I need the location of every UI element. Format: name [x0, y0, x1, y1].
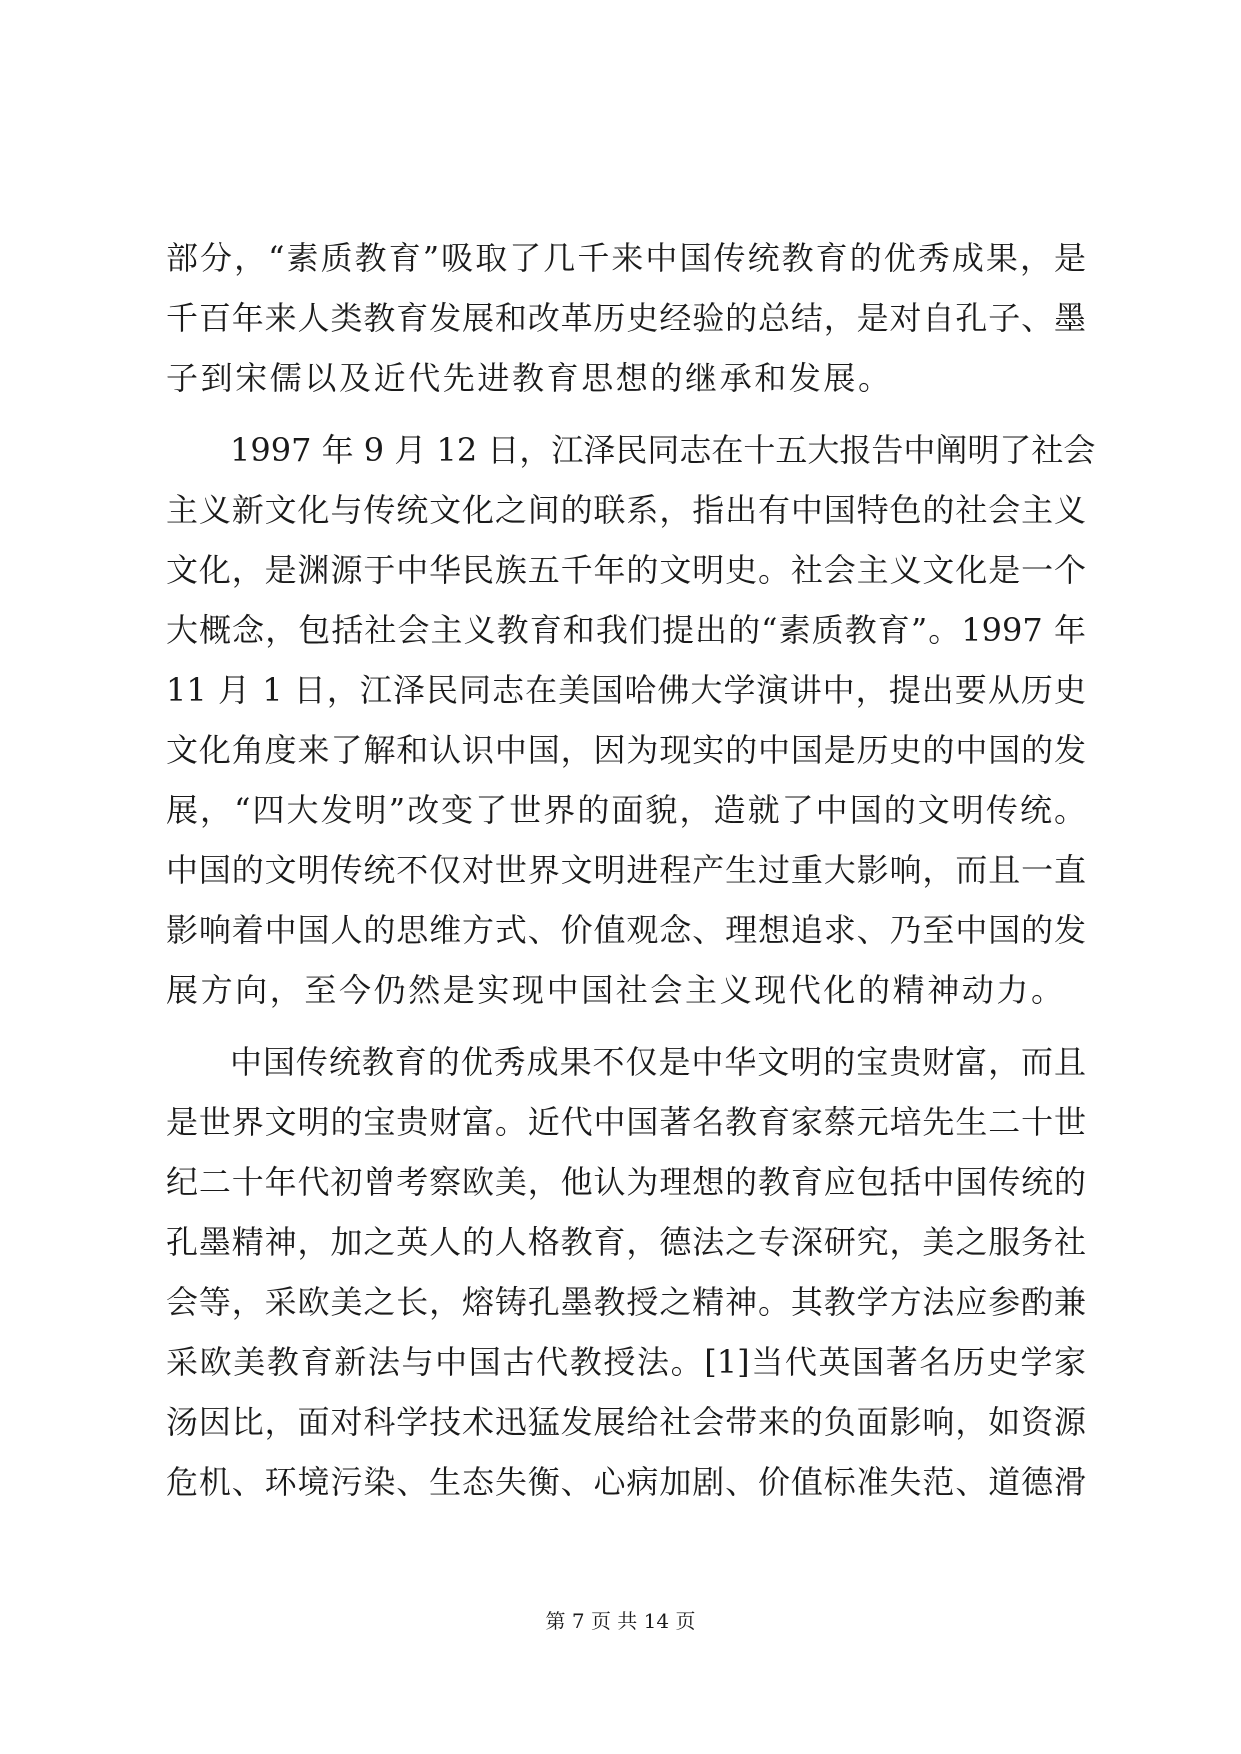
- text-line: 纪二十年代初曾考察欧美，他认为理想的教育应包括中国传统的: [166, 1163, 1086, 1201]
- text-line: 危机、环境污染、生态失衡、心病加剧、价值标准失范、道德滑: [166, 1463, 1086, 1501]
- text-line: 展，“四大发明”改变了世界的面貌，造就了中国的文明传统。: [166, 791, 1086, 829]
- text-line: 子到宋儒以及近代先进教育思想的继承和发展。: [166, 359, 893, 397]
- paragraph: [166, 1032, 1086, 1512]
- text-line: 展方向，至今仍然是实现中国社会主义现代化的精神动力。: [166, 971, 1066, 1009]
- text-line: 中国传统教育的优秀成果不仅是中华文明的宝贵财富，而且: [230, 1043, 1086, 1081]
- text-line: 1997 年 9 月 12 日，江泽民同志在十五大报告中阐明了社会: [230, 431, 1096, 469]
- text-line: 中国的文明传统不仅对世界文明进程产生过重大影响，而且一直: [166, 851, 1086, 889]
- paragraph: [166, 420, 1096, 1020]
- text-line: 主义新文化与传统文化之间的联系，指出有中国特色的社会主义: [166, 491, 1086, 529]
- text-line: 文化角度来了解和认识中国，因为现实的中国是历史的中国的发: [166, 731, 1086, 769]
- page-number-footer: 第 7 页 共 14 页: [545, 1609, 696, 1633]
- text-line: 文化，是渊源于中华民族五千年的文明史。社会主义文化是一个: [166, 551, 1086, 589]
- text-line: 11 月 1 日，江泽民同志在美国哈佛大学演讲中，提出要从历史: [166, 671, 1086, 709]
- text-line: 会等，采欧美之长，熔铸孔墨教授之精神。其教学方法应参酌兼: [166, 1283, 1086, 1321]
- text-line: 采欧美教育新法与中国古代教授法。[1]当代英国著名历史学家: [166, 1343, 1086, 1381]
- text-line: 大概念，包括社会主义教育和我们提出的“素质教育”。1997 年: [166, 611, 1086, 649]
- text-line: 汤因比，面对科学技术迅猛发展给社会带来的负面影响，如资源: [166, 1403, 1086, 1441]
- text-line: 是世界文明的宝贵财富。近代中国著名教育家蔡元培先生二十世: [166, 1103, 1086, 1141]
- paragraph: [166, 228, 1086, 408]
- document-body: [166, 228, 1096, 1512]
- text-line: 千百年来人类教育发展和改革历史经验的总结，是对自孔子、墨: [166, 299, 1086, 337]
- text-line: 影响着中国人的思维方式、价值观念、理想追求、乃至中国的发: [166, 911, 1086, 949]
- text-line: 部分，“素质教育”吸取了几千来中国传统教育的优秀成果，是: [166, 239, 1086, 277]
- text-line: 孔墨精神，加之英人的人格教育，德法之专深研究，美之服务社: [166, 1223, 1086, 1261]
